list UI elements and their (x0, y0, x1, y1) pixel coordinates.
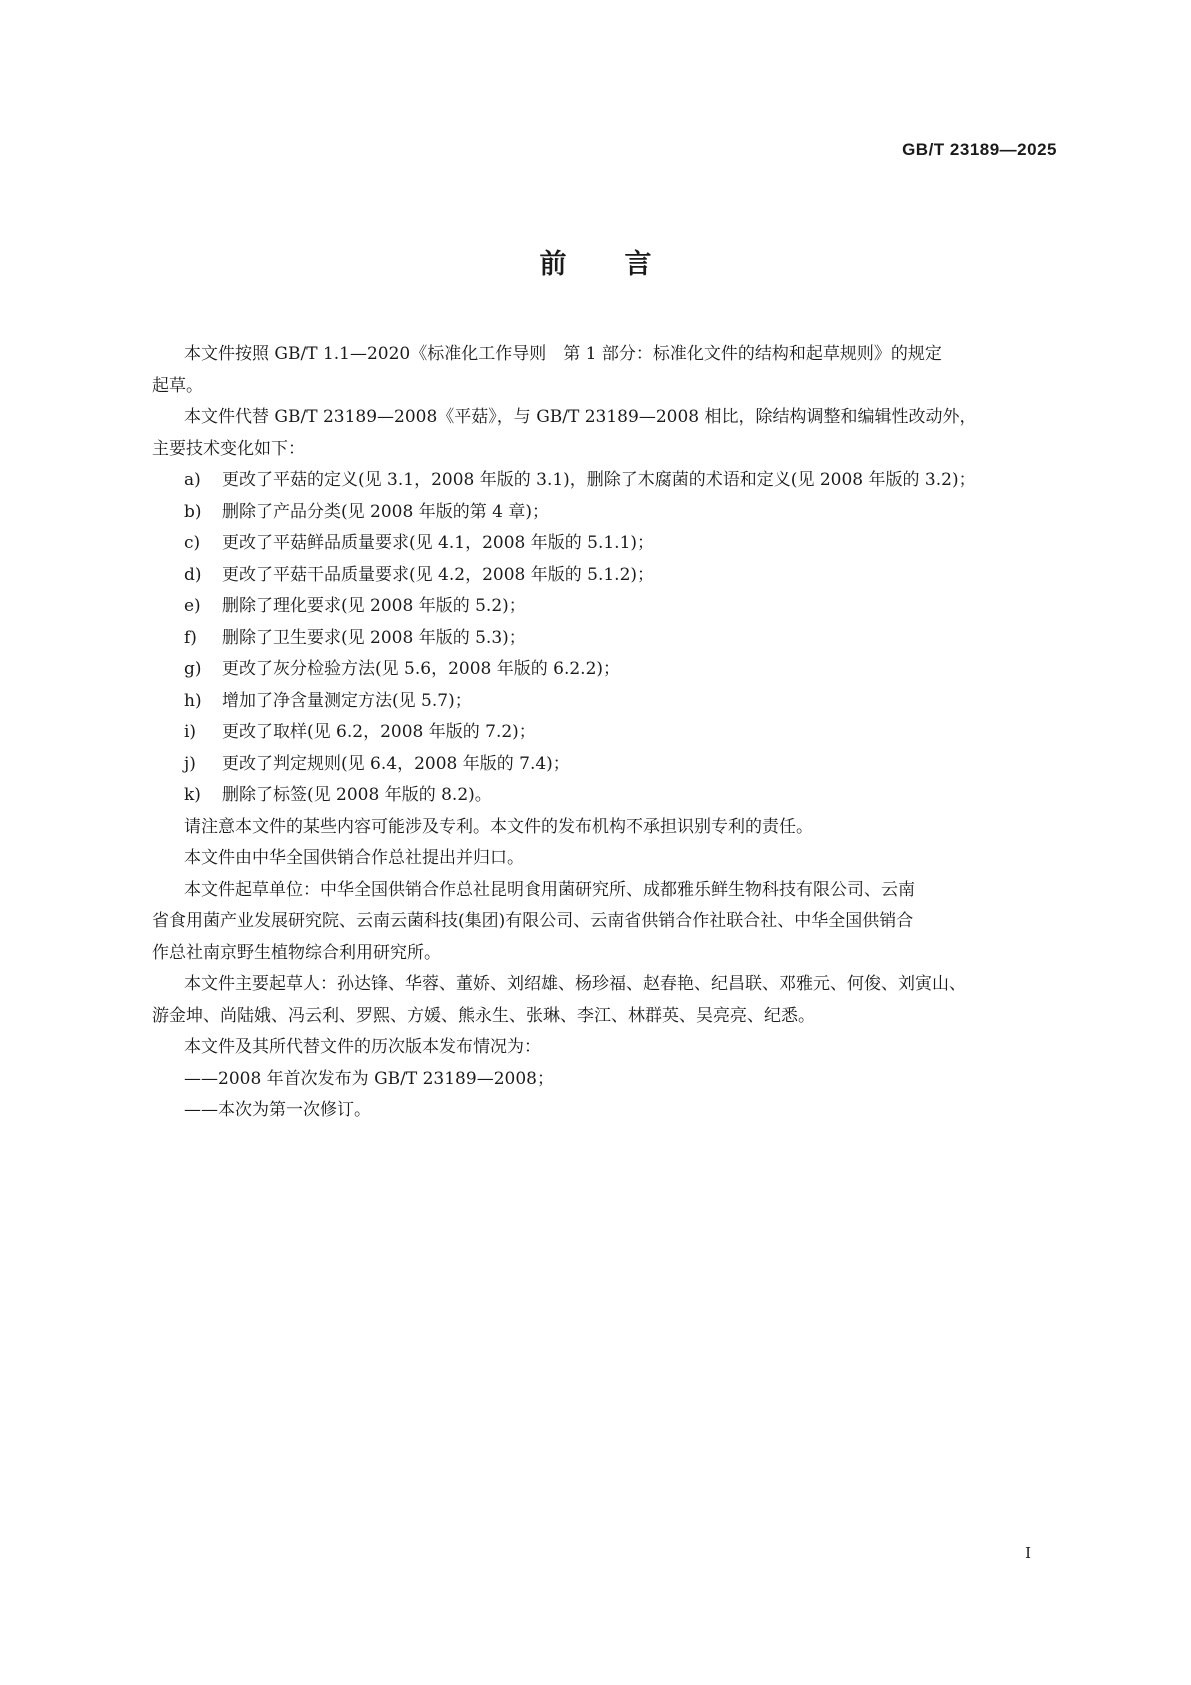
paragraph-drafting-units: 本文件起草单位：中华全国供销合作总社昆明食用菌研究所、成都雅乐鲜生物科技有限公司、云南 (184, 879, 915, 900)
list-item-text: 删除了标签(见 2008 年版的 8.2)。 (222, 785, 492, 805)
paragraph-proposer: 本文件由中华全国供销合作总社提出并归口。 (184, 848, 524, 868)
list-item-text: 增加了净含量测定方法(见 5.7)； (222, 690, 472, 711)
history-item: ——2008 年首次发布为 GB/T 23189—2008； (184, 1068, 554, 1089)
list-item (152, 654, 1058, 686)
paragraph-replacement-cont: 主要技术变化如下： (152, 438, 305, 459)
list-item (152, 780, 1058, 812)
list-marker: f) (184, 627, 197, 648)
list-item (152, 497, 1058, 529)
list-item (152, 591, 1058, 623)
list-item (152, 717, 1058, 749)
list-item (152, 560, 1058, 592)
page-number: I (1025, 1544, 1031, 1562)
paragraph-history-intro: 本文件及其所代替文件的历次版本发布情况为： (184, 1037, 541, 1057)
list-item (152, 465, 1058, 497)
list-marker: e) (184, 596, 201, 616)
paragraph-drafting-rules-cont: 起草。 (152, 375, 203, 396)
page-title (0, 242, 1191, 281)
paragraph-drafters-cont: 游金坤、尚陆娥、冯云利、罗熙、方媛、熊永生、张琳、李江、林群英、吴亮亮、纪悉。 (152, 1005, 815, 1026)
changes-list (152, 465, 1058, 812)
list-item-text: 更改了平菇的定义(见 3.1，2008 年版的 3.1)，删除了木腐菌的术语和定义(见 2008 年版的 3.2)； (222, 470, 976, 490)
list-marker: c) (184, 533, 201, 553)
list-item (152, 623, 1058, 655)
title-char-left: 前 (539, 249, 567, 280)
paragraph-drafters: 本文件主要起草人：孙达锋、华蓉、董娇、刘绍雄、杨珍福、赵春艳、纪昌联、邓雅元、何俊、刘寅山、 (184, 974, 966, 994)
title-char-right: 言 (624, 249, 652, 280)
list-item-text: 更改了平菇干品质量要求(见 4.2，2008 年版的 5.1.2)； (222, 564, 655, 585)
list-item-text: 删除了产品分类(见 2008 年版的第 4 章)； (222, 501, 549, 522)
paragraph-drafting-units-cont: 省食用菌产业发展研究院、云南云菌科技(集团)有限公司、云南省供销合作社联合社、中华全国供销合 (152, 911, 914, 931)
list-item-text: 删除了理化要求(见 2008 年版的 5.2)； (222, 596, 526, 616)
paragraph-patent-notice: 请注意本文件的某些内容可能涉及专利。本文件的发布机构不承担识别专利的责任。 (184, 816, 813, 837)
paragraph-drafting-units-cont: 作总社南京野生植物综合利用研究所。 (152, 942, 441, 963)
list-item-text: 更改了平菇鲜品质量要求(见 4.1，2008 年版的 5.1.1)； (222, 533, 655, 553)
paragraph-replacement: 本文件代替 GB/T 23189—2008《平菇》，与 GB/T 23189—2008 相比，除结构调整和编辑性改动外， (184, 407, 977, 427)
paragraph-drafting-rules: 本文件按照 GB/T 1.1—2020《标准化工作导则 第 1 部分：标准化文件的结构和起草规则》的规定 (184, 344, 942, 364)
list-marker: d) (184, 564, 202, 585)
list-marker: b) (184, 501, 202, 522)
list-item-text: 删除了卫生要求(见 2008 年版的 5.3)； (222, 627, 526, 648)
list-item-text: 更改了取样(见 6.2，2008 年版的 7.2)； (222, 722, 536, 742)
list-marker: k) (184, 785, 201, 805)
list-marker: a) (184, 470, 201, 490)
list-item-text: 更改了判定规则(见 6.4，2008 年版的 7.4)； (222, 753, 570, 774)
list-item (152, 749, 1058, 781)
list-marker: g) (184, 659, 202, 679)
list-marker: j) (184, 753, 196, 774)
list-item (152, 686, 1058, 718)
history-item: ——本次为第一次修订。 (184, 1100, 371, 1120)
list-item-text: 更改了灰分检验方法(见 5.6，2008 年版的 6.2.2)； (222, 659, 621, 679)
standard-code: GB/T 23189—2025 (902, 140, 1057, 159)
list-marker: i) (184, 722, 197, 742)
list-item (152, 528, 1058, 560)
list-marker: h) (184, 690, 202, 711)
foreword-body (152, 339, 1058, 1127)
